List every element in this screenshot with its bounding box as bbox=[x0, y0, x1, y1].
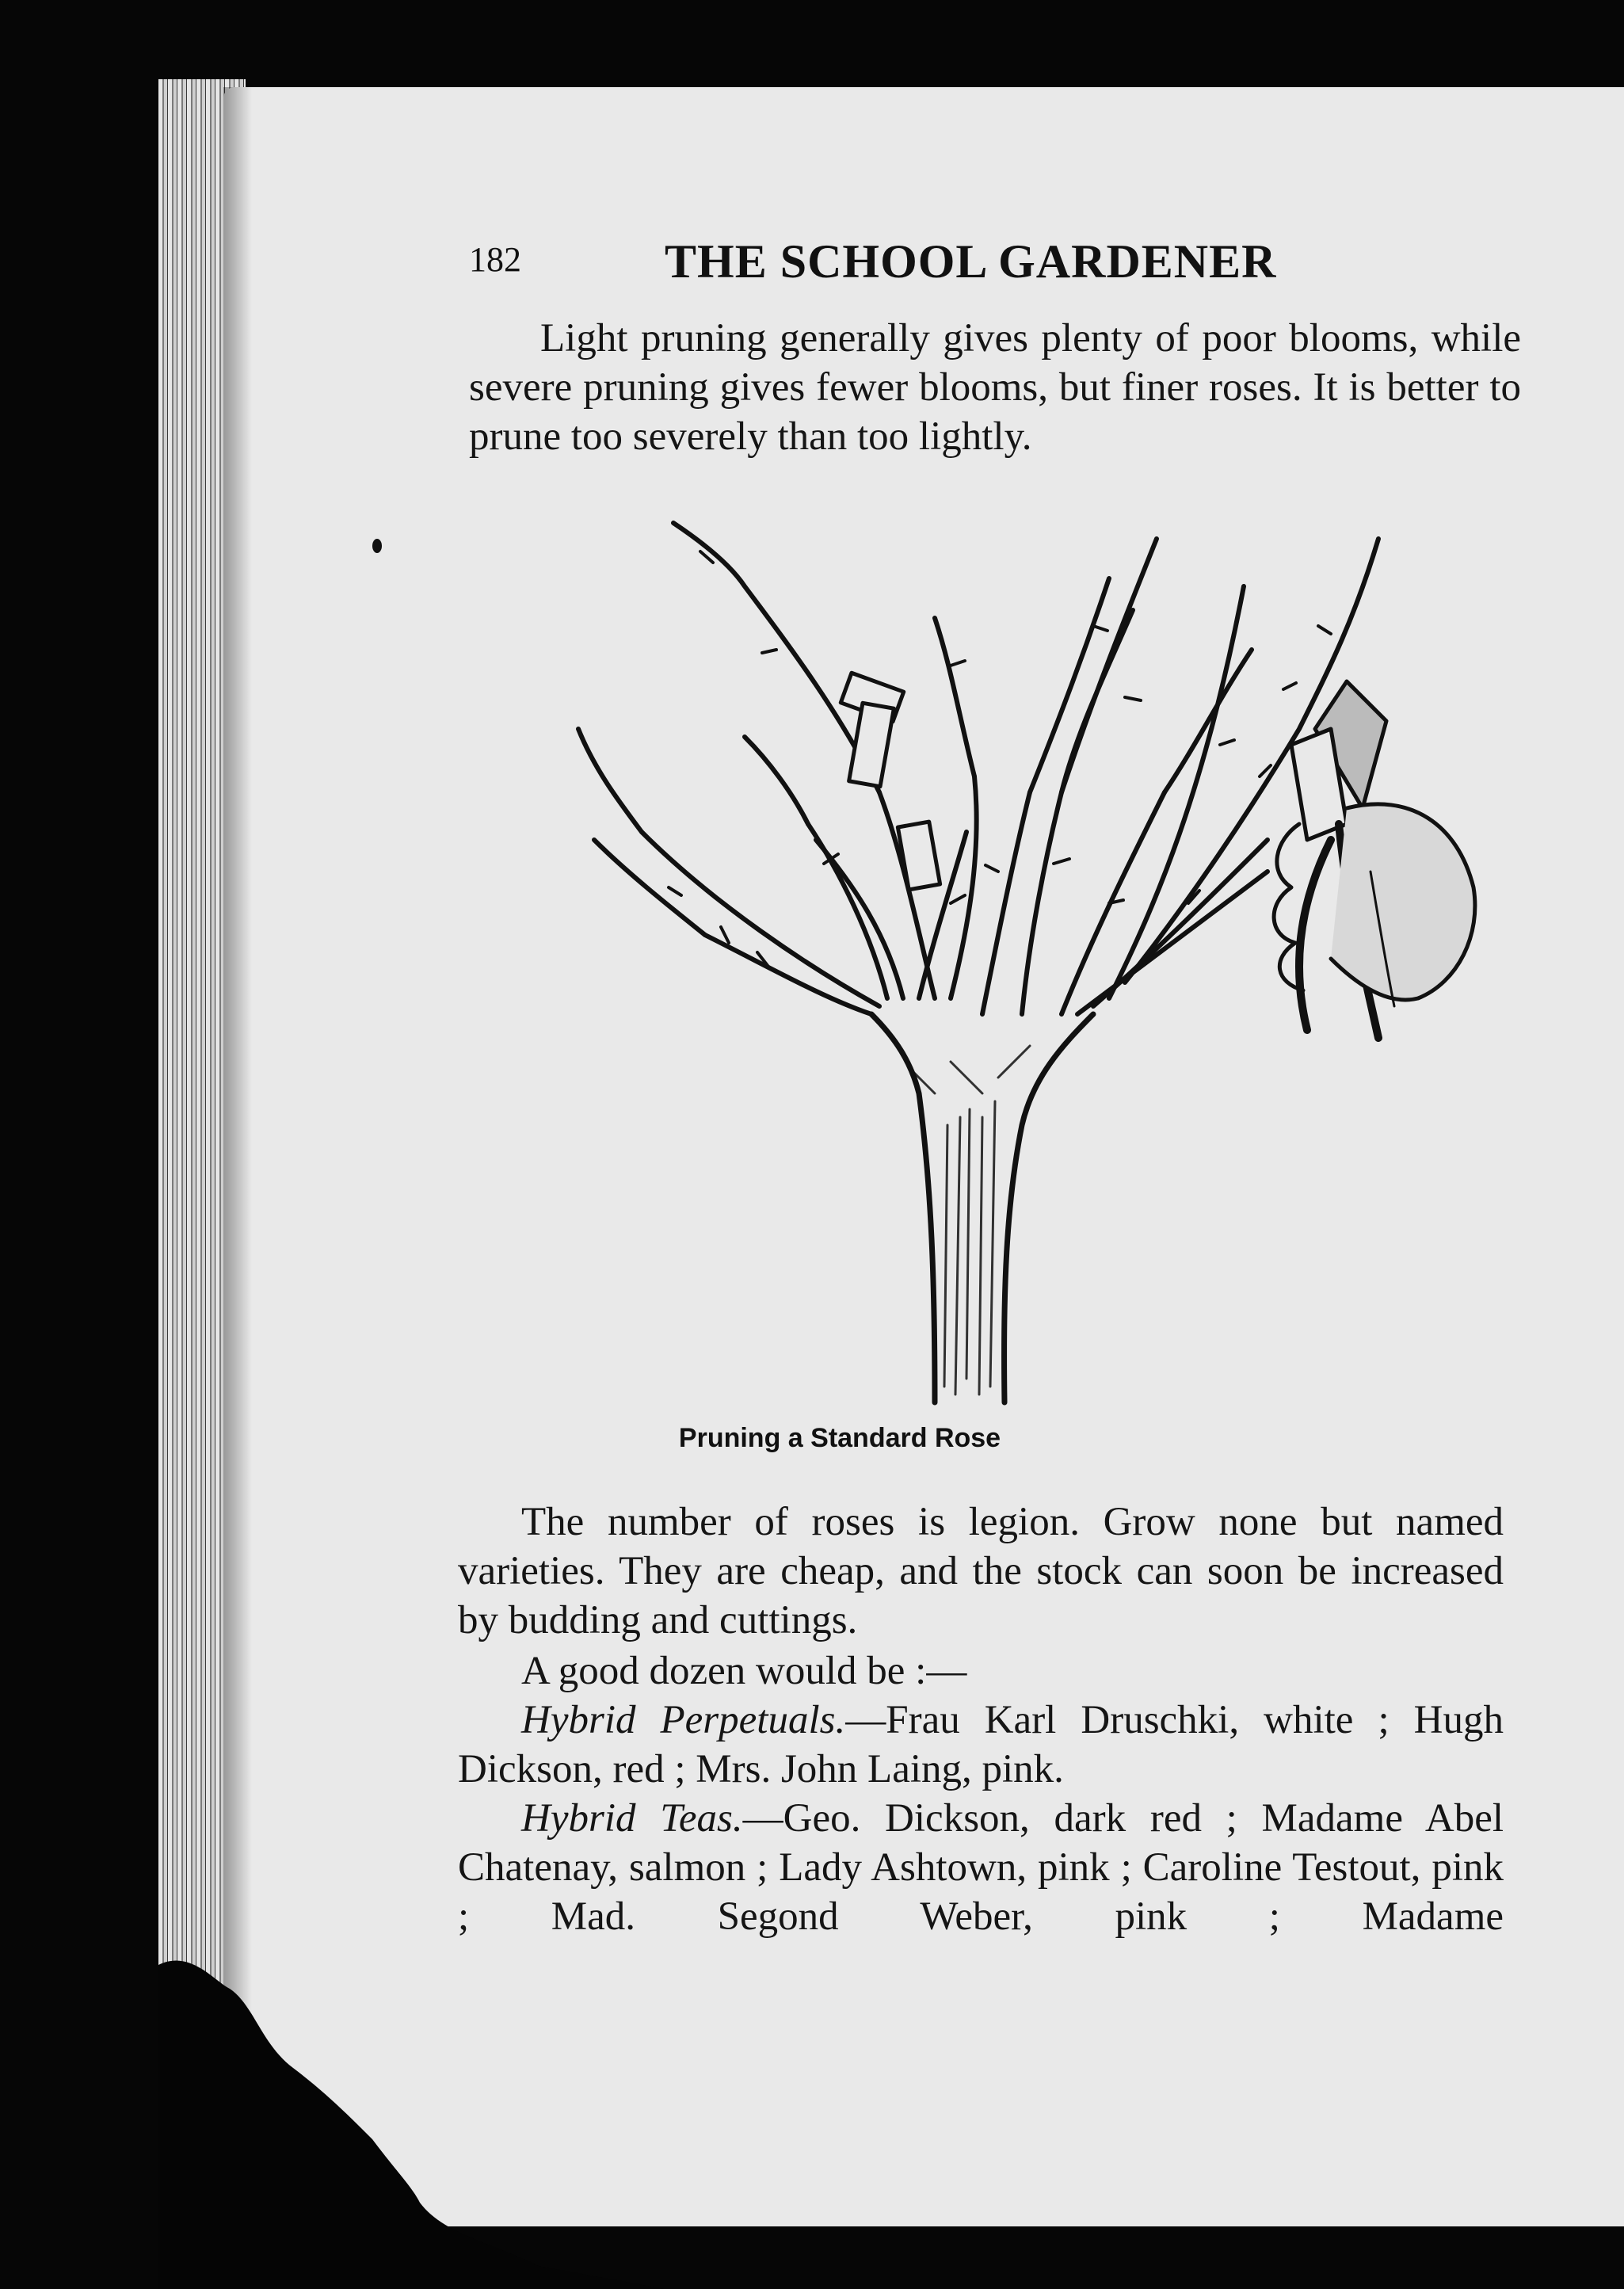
figure-caption: Pruning a Standard Rose bbox=[678, 1423, 1001, 1453]
perpetuals-paragraph bbox=[458, 1696, 1504, 1794]
varieties-paragraph: The number of roses is legion. Grow none but named varieties. They are cheap, and the stock can soon be increased by budding and cuttings. bbox=[458, 1500, 1504, 1642]
gutter-shadow bbox=[223, 87, 252, 2226]
dozen-line: A good dozen would be :— bbox=[521, 1649, 967, 1693]
running-title: THE SCHOOL GARDENER bbox=[665, 235, 1277, 288]
intro-paragraph: Light pruning generally gives plenty of poor blooms, while severe pruning gives fewer blooms, but finer roses. It is better to prune too severely than too lightly. bbox=[469, 316, 1521, 459]
teas-text: —Geo. Dickson, dark red ; Madame Abel Chatenay, salmon ; Lady Ashtown, pink ; Caroline Testout, pink ; Mad. Segond Weber, pink ; Madame bbox=[458, 1796, 1504, 1939]
teas-paragraph bbox=[458, 1794, 1504, 1941]
perpetuals-label: Hybrid Perpetuals. bbox=[521, 1698, 846, 1742]
page-number: 182 bbox=[469, 240, 521, 279]
teas-label: Hybrid Teas. bbox=[521, 1796, 743, 1841]
running-head bbox=[469, 235, 1340, 298]
ink-speck bbox=[372, 539, 382, 553]
damaged-page-corner bbox=[158, 1933, 665, 2289]
perpetuals-text: —Frau Karl Druschki, white ; Hugh Dickson, red ; Mrs. John Laing, pink. bbox=[458, 1698, 1504, 1791]
pruned-rose-tree-icon bbox=[507, 491, 1489, 1410]
